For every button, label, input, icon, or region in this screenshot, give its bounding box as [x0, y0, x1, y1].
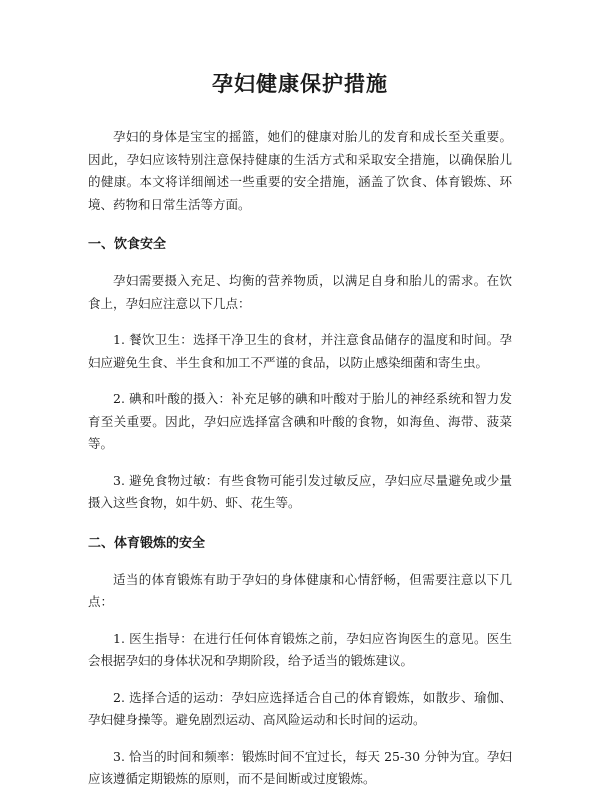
list-item: 1. 医生指导：在进行任何体育锻炼之前，孕妇应咨询医生的意见。医生会根据孕妇的身体状况和孕期阶段，给予适当的锻炼建议。 [88, 630, 512, 668]
section-intro: 孕妇需要摄入充足、均衡的营养物质，以满足自身和胎儿的需求。在饮食上，孕妇应注意以下几点： [88, 273, 512, 311]
section-exercise [88, 533, 512, 791]
section-heading: 一、饮食安全 [88, 237, 167, 252]
intro-paragraph: 孕妇的身体是宝宝的摇篮，她们的健康对胎儿的发育和成长至关重要。因此，孕妇应该特别注意保持健康的生活方式和采取安全措施，以确保胎儿的健康。本文将详细阐述一些重要的安全措施，涵盖了饮食、体育锻炼、环境、药物和日常生活等方面。 [88, 129, 512, 212]
list-item: 2. 选择合适的运动：孕妇应选择适合自己的体育锻炼，如散步、瑜伽、孕妇健身操等。避免剧烈运动、高风险运动和长时间的运动。 [88, 689, 512, 727]
list-item: 1. 餐饮卫生：选择干净卫生的食材，并注意食品储存的温度和时间。孕妇应避免生食、半生食和加工不严谨的食品，以防止感染细菌和寄生虫。 [88, 332, 512, 370]
document-title: 孕妇健康保护措施 [212, 72, 388, 96]
section-intro: 适当的体育锻炼有助于孕妇的身体健康和心情舒畅，但需要注意以下几点： [88, 571, 512, 609]
section-diet [88, 234, 512, 515]
section-heading: 二、体育锻炼的安全 [88, 535, 206, 551]
list-item: 3. 避免食物过敏：有些食物可能引发过敏反应，孕妇应尽量避免或少量摄入这些食物，如牛奶、虾、花生等。 [88, 472, 512, 510]
list-item: 3. 恰当的时间和频率：锻炼时间不宜过长，每天 25-30 分钟为宜。孕妇应该遵循定期锻炼的原则，而不是间断或过度锻炼。 [88, 748, 512, 786]
list-item: 2. 碘和叶酸的摄入：补充足够的碘和叶酸对于胎儿的神经系统和智力发育至关重要。因此，孕妇应选择富含碘和叶酸的食物，如海鱼、海带、菠菜等。 [88, 391, 512, 451]
